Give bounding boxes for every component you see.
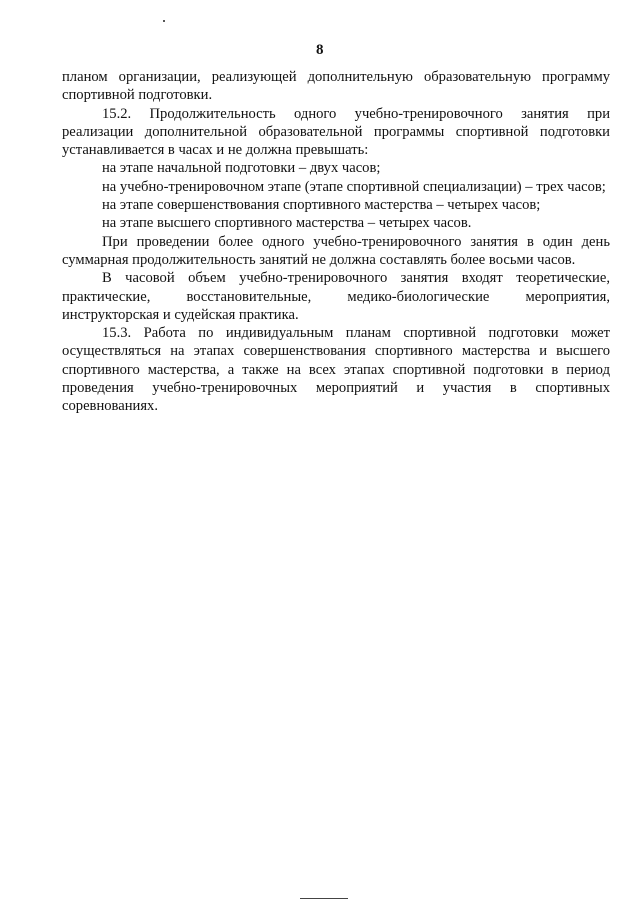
- paragraph-hourly-volume: В часовой объем учебно-тренировочного занятия входят теоретические, практические, восстановительные, медико-биологические мероприятия, инструкторская и судейская практика.: [62, 270, 610, 323]
- scan-edge-mark: [300, 898, 348, 899]
- scan-speck: [163, 20, 165, 22]
- paragraph-continuation: планом организации, реализующей дополнительную образовательную программу спортивной подготовки.: [62, 69, 610, 104]
- paragraph-15-3: 15.3. Работа по индивидуальным планам спортивной подготовки может осуществляться на этапах совершенствования спортивного мастерства и высшего спортивного мастерства, а также на всех этапах спортивной подготовки в период проведения учебно-тренировочных мероприятий и участия в спортивных соревнованиях.: [62, 325, 610, 415]
- paragraph-max-duration: При проведении более одного учебно-тренировочного занятия в один день суммарная продолжительность занятий не должна составлять более восьми часов.: [62, 233, 610, 268]
- list-item-initial-stage: на этапе начальной подготовки – двух часов;: [102, 160, 381, 177]
- list-item-improvement-stage: на этапе совершенствования спортивного мастерства – четырех часов;: [102, 197, 541, 214]
- page-number: 8: [316, 42, 324, 58]
- list-item-highest-stage: на этапе высшего спортивного мастерства – четырех часов.: [102, 215, 472, 232]
- document-body: [62, 68, 610, 416]
- paragraph-15-2: 15.2. Продолжительность одного учебно-тренировочного занятия при реализации дополнительной образовательной программы спортивной подготовки устанавливается в часах и не должна превышать:: [62, 105, 610, 159]
- list-item-training-stage: на учебно-тренировочном этапе (этапе спортивной специализации) – трех часов;: [102, 178, 606, 195]
